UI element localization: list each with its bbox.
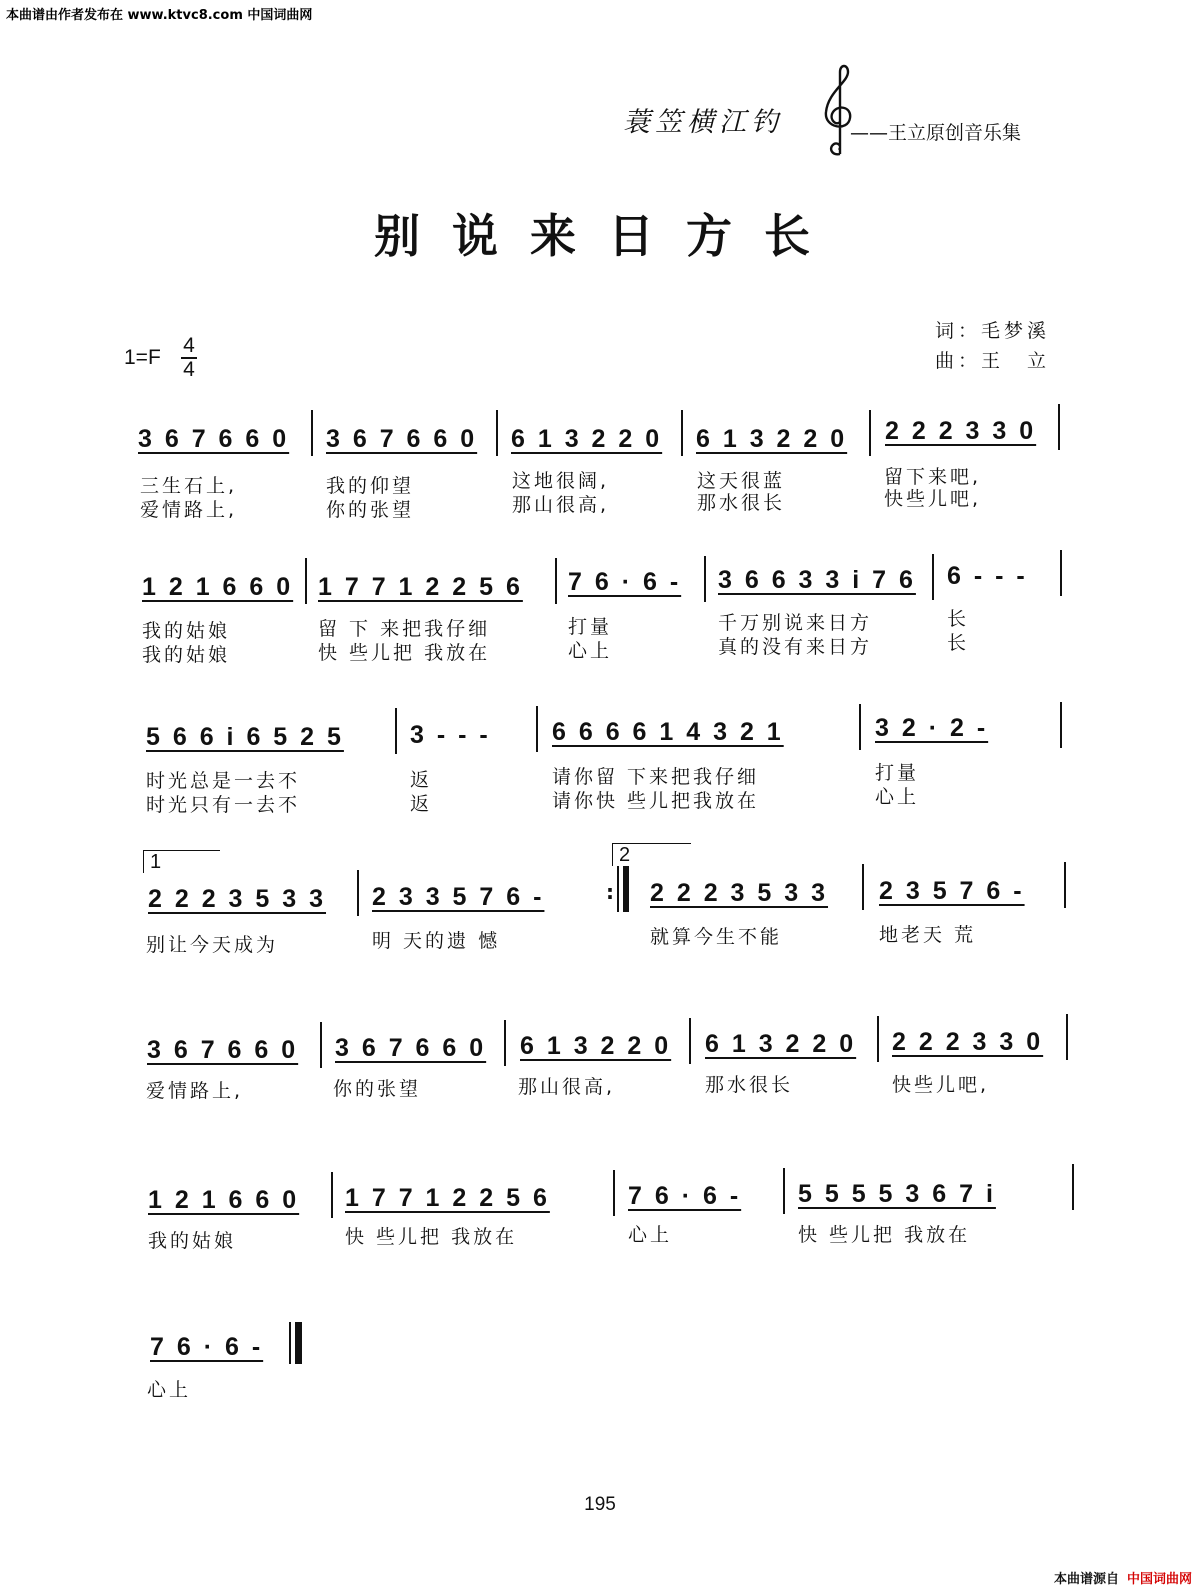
collection-title: 蓑笠横江钓 — [623, 107, 783, 138]
lyric: 打量 — [875, 762, 920, 784]
barline — [1060, 702, 1062, 748]
final-barline-thin — [289, 1322, 291, 1364]
barline — [1066, 1014, 1068, 1060]
lyric: 心上 — [628, 1224, 673, 1246]
measure: 2 2 2 3 3 0 — [892, 1028, 1044, 1056]
barline — [357, 870, 359, 916]
lyric: 返 — [410, 769, 433, 791]
lyric: 你的张望 — [333, 1078, 422, 1100]
barline — [331, 1172, 333, 1218]
measure: 2 3 5 7 6 - — [879, 877, 1025, 905]
collection-subtitle: ——王立原创音乐集 — [850, 122, 1022, 144]
measure: 6 - - - — [947, 562, 1028, 590]
lyric: 留下来吧, — [884, 466, 982, 488]
lyric: 快些儿吧, — [892, 1074, 990, 1096]
measure: 7 6 · 6 - — [150, 1333, 264, 1361]
lyric: 快 些儿把 我放在 — [798, 1224, 971, 1246]
time-signature-top: 4 — [183, 334, 195, 357]
barline — [536, 706, 538, 752]
repeat-dots: : — [606, 880, 614, 904]
lyric: 别让今天成为 — [146, 934, 279, 956]
lyric: 地老天 荒 — [879, 924, 977, 946]
lyric: 明 天的遗 憾 — [372, 930, 501, 952]
barline — [862, 864, 864, 910]
lyric: 时光总是一去不 — [146, 770, 301, 792]
final-barline-thick — [295, 1322, 302, 1364]
lyric: 爱情路上, — [146, 1080, 244, 1102]
watermark-bottom-site: 中国词曲网 — [1126, 1572, 1192, 1587]
time-signature-bottom: 4 — [183, 358, 195, 381]
measure: 2 2 2 3 3 0 — [885, 417, 1037, 445]
lyric: 那山很高, — [512, 494, 610, 516]
measure: 5 5 5 5 3 6 7 i — [798, 1180, 996, 1208]
lyricist: 词：毛梦溪 — [935, 320, 1051, 342]
barline — [395, 708, 397, 754]
lyric: 长 — [947, 632, 970, 654]
barline — [859, 704, 861, 750]
repeat-barline-thick — [623, 866, 629, 912]
measure: 3 2 · 2 - — [875, 714, 989, 742]
lyric: 请你留 下来把我仔细 — [552, 766, 760, 788]
lyric: 快 些儿把 我放在 — [345, 1226, 518, 1248]
barline — [311, 410, 313, 456]
barline — [932, 554, 934, 600]
barline — [1064, 862, 1066, 908]
lyric: 三生石上, — [140, 475, 238, 497]
measure: 6 1 3 2 2 0 — [511, 425, 663, 453]
measure: 1 2 1 6 6 0 — [142, 573, 294, 601]
barline — [613, 1170, 615, 1216]
measure: 1 7 7 1 2 2 5 6 — [345, 1184, 550, 1212]
lyric: 爱情路上, — [140, 499, 238, 521]
lyric: 快些儿吧, — [884, 488, 982, 510]
lyric: 这地很阔, — [512, 470, 610, 492]
volta-2 — [612, 843, 691, 866]
lyric: 那山很高, — [518, 1076, 616, 1098]
barline — [1060, 550, 1062, 596]
lyric: 真的没有来日方 — [718, 636, 873, 658]
lyric: 我的姑娘 — [142, 644, 231, 666]
lyric: 我的姑娘 — [148, 1230, 237, 1252]
barline — [783, 1168, 785, 1214]
barline — [1072, 1164, 1074, 1210]
lyric: 打量 — [568, 616, 613, 638]
lyric: 心上 — [147, 1379, 192, 1401]
lyric: 心上 — [568, 640, 613, 662]
measure: 3 - - - — [410, 721, 491, 749]
measure: 2 3 3 5 7 6 - — [372, 883, 545, 911]
measure: 2 2 2 3 5 3 3 — [148, 885, 327, 913]
watermark-bottom-prefix: 本曲谱源自 — [1053, 1572, 1119, 1587]
measure: 3 6 6 3 3 i 7 6 — [718, 566, 916, 594]
volta-1 — [143, 850, 220, 873]
measure: 6 6 6 6 1 4 3 2 1 — [552, 718, 784, 746]
time-signature — [181, 334, 197, 382]
watermark-top: 本曲谱由作者发布在 www.ktvc8.com 中国词曲网 — [6, 8, 313, 23]
barline — [1058, 404, 1060, 450]
measure: 5 6 6 i 6 5 2 5 — [146, 723, 344, 751]
barline — [704, 556, 706, 602]
credits — [935, 316, 1050, 376]
key-signature: 1=F — [124, 346, 161, 369]
barline — [877, 1016, 879, 1062]
lyric: 长 — [947, 608, 970, 630]
lyric: 心上 — [875, 786, 920, 808]
measure: 7 6 · 6 - — [628, 1182, 742, 1210]
barline — [681, 410, 683, 456]
barline — [869, 410, 871, 456]
lyric: 这天很蓝 — [697, 470, 786, 492]
measure: 2 2 2 3 5 3 3 — [650, 879, 829, 907]
song-title: 别说来日方长 — [374, 209, 842, 263]
watermark-bottom — [1054, 1568, 1192, 1587]
lyric: 那水很长 — [705, 1074, 794, 1096]
page-number: 195 — [584, 1494, 616, 1515]
barline — [504, 1020, 506, 1066]
lyric: 你的张望 — [326, 499, 415, 521]
barline — [496, 410, 498, 456]
barline — [689, 1018, 691, 1064]
lyric: 留 下 来把我仔细 — [318, 618, 491, 640]
lyric: 我的姑娘 — [142, 620, 231, 642]
lyric: 时光只有一去不 — [146, 794, 301, 816]
barline — [320, 1022, 322, 1068]
barline — [305, 558, 307, 604]
lyric: 千万别说来日方 — [718, 612, 873, 634]
measure: 6 1 3 2 2 0 — [520, 1032, 672, 1060]
measure: 1 2 1 6 6 0 — [148, 1186, 300, 1214]
lyric: 我的仰望 — [326, 475, 415, 497]
measure: 3 6 7 6 6 0 — [335, 1034, 487, 1062]
lyric: 快 些儿把 我放在 — [318, 642, 491, 664]
composer: 曲：王 立 — [935, 350, 1051, 372]
lyric: 返 — [410, 793, 433, 815]
volta-1-label: 1 — [150, 851, 162, 873]
measure: 7 6 · 6 - — [568, 568, 682, 596]
volta-2-label: 2 — [619, 844, 631, 866]
measure: 3 6 7 6 6 0 — [147, 1036, 299, 1064]
measure: 6 1 3 2 2 0 — [705, 1030, 857, 1058]
barline — [555, 558, 557, 604]
measure: 3 6 7 6 6 0 — [326, 425, 478, 453]
lyric: 请你快 些儿把我放在 — [552, 790, 760, 812]
measure: 3 6 7 6 6 0 — [138, 425, 290, 453]
measure: 1 7 7 1 2 2 5 6 — [318, 573, 523, 601]
lyric: 那水很长 — [697, 492, 786, 514]
lyric: 就算今生不能 — [650, 926, 783, 948]
repeat-barline-thin — [617, 866, 619, 912]
measure: 6 1 3 2 2 0 — [696, 425, 848, 453]
